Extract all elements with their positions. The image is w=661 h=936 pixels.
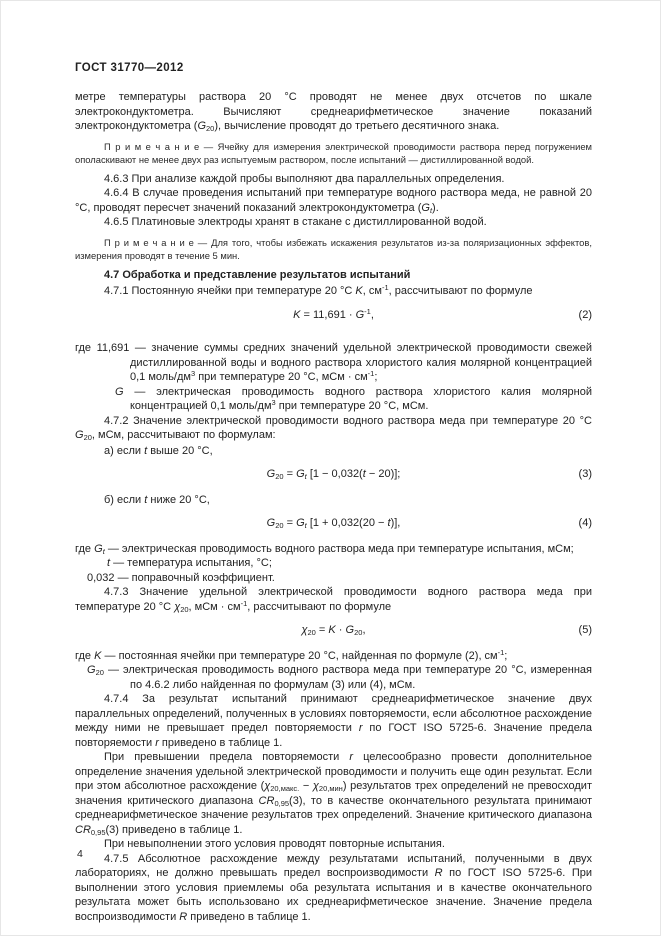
formula-3-expression: $G_{20} = G_t$ [1 − 0,032(t − 20)]; bbox=[266, 468, 401, 481]
doc-header-gost-number: ГОСТ 31770—2012 bbox=[75, 62, 184, 74]
para-4-7-4-repeat-limit: При превышении предела повторяемости r целесообразно провести дополнительное определение значения удельной электрической проводимости и получить еще один результат. Если при этом абсолютное расхождение $(\chi_{20,макс.} - \chi_{20,мин})$ результатов трех определений не превосходит значения критического диапазона $CR_{0,95}(3)$, то в качестве окончательного результата принимают среднеарифметическое значение результатов трех определений. Значение критического диапазона $CR_{0,95}(3)$ приведено в таблице 1. bbox=[75, 751, 592, 837]
formula-5 bbox=[75, 623, 592, 638]
para-4-7-4-retest: При невыполнении этого условия проводят повторные испытания. bbox=[104, 838, 445, 850]
para-4-6-3: 4.6.3 При анализе каждой пробы выполняют два параллельных определения. bbox=[104, 172, 505, 185]
formula-3 bbox=[75, 467, 592, 482]
para-4-7-5: 4.7.5 Абсолютное расхождение между результатами испытаний, полученными в двух лабораториях, не должно превышать предел воспроизводимости R по ГОСТ ISO 5725-6. При выполнении этого условия приемлемы оба результата испытания и в качестве окончательного результата может быть использовано их среднеарифметическое значение. Значение предела воспроизводимости R приведено в таблице 1. bbox=[75, 852, 592, 923]
formula-3-number: (3) bbox=[578, 468, 592, 480]
formula-2-expression: $K = 11,691 \cdot G^{-1}$, bbox=[293, 306, 374, 321]
page-number: 4 bbox=[77, 848, 83, 860]
para-4-7-3: 4.7.3 Значение удельной электрической проводимости водного раствора меда при температуре 20 °С $\chi_{20}$, мСм · $см^{-1}$, рассчитывают по формуле bbox=[75, 586, 592, 614]
para-intro-continuation: метре температуры раствора 20 °С проводят не менее двух отсчетов по шкале электрокондуктометра. Вычисляют среднеарифметическое значение показаний электрокондуктометра $(G_{20})$, вычисление проводят до третьего десятичного знака. bbox=[75, 91, 592, 133]
para-4-6-5: 4.6.5 Платиновые электроды хранят в стакане с дистиллированной водой. bbox=[104, 216, 487, 228]
para-4-7-4: 4.7.4 За результат испытаний принимают среднеарифметическое значение двух параллельных определений, полученных в условиях повторяемости, если абсолютное расхождение между ними не превышает предел повторяемости r по ГОСТ ISO 5725-6. Значение предела повторяемости r приведено в таблице 1. bbox=[75, 693, 592, 749]
para-4-6-4: 4.6.4 В случае проведения испытаний при температуре водного раствора меда, не равной 20 °С, проводят пересчет значений показаний электрокондуктометра $(G_t)$. bbox=[75, 187, 592, 215]
formula-4-number: (4) bbox=[578, 517, 592, 529]
where-list-f34-item-t: t — температура испытания, °С; bbox=[107, 557, 272, 569]
where-list-f2-item-G: G — электрическая проводимость водного раствора хлористого калия молярной концентрацией 0,1 моль/$дм^3$ при температуре 20 °С, мСм. bbox=[115, 385, 592, 412]
list-item-a: а) если t выше 20 °С, bbox=[104, 444, 213, 457]
formula-4-expression: $G_{20} = G_t$ [1 + 0,032(20 − t)], bbox=[266, 517, 401, 530]
formula-4 bbox=[75, 516, 592, 531]
note-polarization: П р и м е ч а н и е — Для того, чтобы избежать искажения результатов из-за поляризационных эффектов, измерения проводят в течение 5 мин. bbox=[75, 236, 592, 261]
formula-5-expression: $\chi_{20} = K \cdot G_{20}$, bbox=[301, 624, 366, 637]
document-page bbox=[75, 62, 592, 924]
para-4-7-2: 4.7.2 Значение электрической проводимости водного раствора меда при температуре 20 °С $G_{20}$, мСм, рассчитывают по формулам: bbox=[75, 414, 592, 442]
formula-2 bbox=[75, 308, 592, 323]
note-cell-rinse: П р и м е ч а н и е — Ячейку для измерения электрической проводимости раствора перед погружением ополаскивают не менее двух раз испытуемым раствором, после испытаний — дистиллированной водой. bbox=[75, 140, 592, 165]
where-list-f5-item-K: где K — постоянная ячейки при температуре 20 °С, найденная по формуле (2), $см^{-1}$; bbox=[75, 647, 508, 662]
heading-4-7: 4.7 Обработка и представление результатов испытаний bbox=[104, 268, 411, 281]
where-list-f2-item-11691: где 11,691 — значение суммы средних значений удельной электрической проводимости свежей дистиллированной воды и водного раствора хлористого калия молярной концентрацией 0,1 моль/$дм^3$ при температуре 20 °С, мСм · $см^{-1}$; bbox=[75, 342, 592, 383]
where-list-f34-item-0032: 0,032 — поправочный коэффициент. bbox=[87, 571, 275, 584]
formula-5-number: (5) bbox=[578, 624, 592, 636]
formula-2-number: (2) bbox=[578, 308, 592, 321]
para-4-7-1: 4.7.1 Постоянную ячейки при температуре 20 °С K, $см^{-1}$, рассчитывают по формуле bbox=[104, 283, 533, 297]
list-item-b: б) если t ниже 20 °С, bbox=[104, 493, 210, 506]
where-list-f34-item-Gt: где $G_t$ — электрическая проводимость водного раствора меда при температуре испытания, мСм; bbox=[75, 542, 574, 556]
where-list-f5-item-G20: $G_{20}$ — электрическая проводимость водного раствора меда при температуре 20 °С, измеренная по 4.6.2 либо найденная по формулам (3) или (4), мСм. bbox=[87, 664, 592, 691]
